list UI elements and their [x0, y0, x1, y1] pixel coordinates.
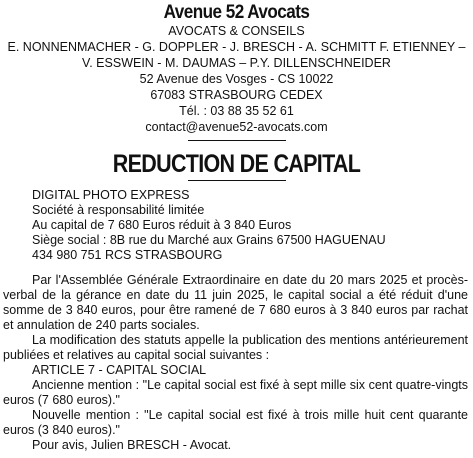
firm-address-line2: 67083 STRASBOURG CEDEX — [150, 88, 323, 102]
signature: Pour avis, Julien BRESCH - Avocat. — [32, 438, 232, 452]
firm-email: contact@avenue52-avocats.com — [145, 120, 328, 134]
header-divider — [188, 140, 286, 141]
firm-phone: Tél. : 03 88 35 52 61 — [179, 104, 294, 118]
firm-partners: E. NONNENMACHER - G. DOPPLER - J. BRESCH - A. SCHMITT F. ETIENNEY – V. ESSWEIN - M. DAUMAS – P.Y. DILLENSCHNEIDER — [7, 40, 466, 70]
firm-address-line1: 52 Avenue des Vosges - CS 10022 — [139, 72, 334, 86]
firm-header — [3, 3, 470, 181]
company-capital: Au capital de 7 680 Euros réduit à 3 840 Euros — [32, 218, 292, 232]
firm-subtitle: AVOCATS & CONSEILS — [168, 24, 305, 38]
company-name: DIGITAL PHOTO EXPRESS — [32, 188, 190, 202]
notice-title: REDUCTION DE CAPITAL — [112, 150, 361, 178]
old-mention: Ancienne mention : "Le capital social est fixé à sept mille six cent quatre-vingts euros (7 680 euros)." — [3, 378, 468, 407]
company-rcs: 434 980 751 RCS STRASBOURG — [32, 248, 223, 262]
company-block — [3, 188, 470, 263]
firm-name: Avenue 52 Avocats — [163, 2, 310, 23]
company-form: Société à responsabilité limitée — [32, 203, 205, 217]
article-heading: ARTICLE 7 - CAPITAL SOCIAL — [32, 363, 207, 377]
title-divider — [188, 180, 286, 181]
notice-body — [3, 273, 470, 453]
body-paragraph-decision: Par l'Assemblée Générale Extraordinaire en date du 20 mars 2025 et procès-verbal de la gérance en date du 11 juin 2025, le capital social a été réduit d'une somme de 3 840 euros, pour être ramené de 7 680 euros à 3 840 euros par rachat et annulation de 240 parts sociales. — [3, 273, 468, 332]
company-seat: Siège social : 8B rue du Marché aux Grains 67500 HAGUENAU — [32, 233, 386, 247]
body-paragraph-modification: La modification des statuts appelle la publication des mentions antérieurement publiées et relatives au capital social suivantes : — [3, 333, 468, 362]
new-mention: Nouvelle mention : "Le capital social est fixé à trois mille huit cent quarante euros (3 840 euros)." — [3, 408, 468, 437]
